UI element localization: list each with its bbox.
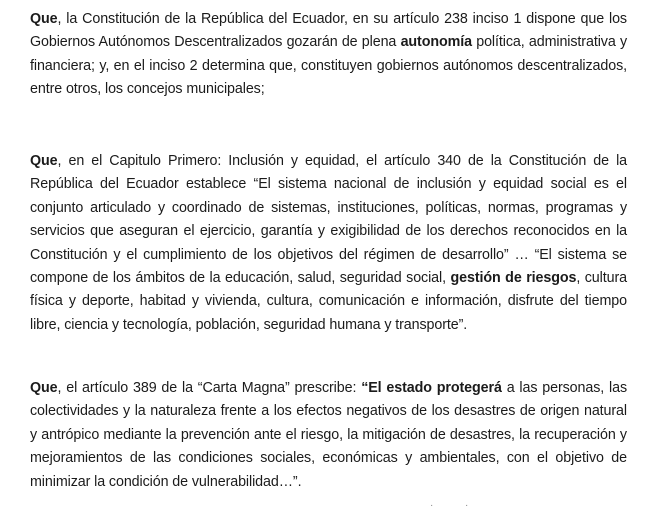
paragraph-text: a las personas, las colectividades y la naturaleza frente a los efectos negativos de los desastres de origen natural y antrópico mediante la prevención ante el riesgo, la mitigación de desastres, la recuperación y mejoramientos de las condiciones sociales, económicas y ambientales, con el objetivo de minimizar la condición de vulnerabilidad…”. [30,380,628,490]
scan-speck: · [465,500,469,511]
bold-phrase: autonomía [400,34,472,51]
paragraph-article-340 [30,150,627,337]
lead-word: Que [30,153,58,169]
paragraph-text: , en el Capitulo Primero: Inclusión y equidad, el artículo 340 de la Constitución de la República del Ecuador establece “El sistema nacional de inclusión y equidad social es el conjunto articulado y coordinado de sistemas, instituciones, políticas, normas, programas y servicios que aseguran el ejercicio, garantía y exigibilidad de los derechos reconocidos en la Constitución y el cumplimiento de los objetivos del régimen de desarrollo” … “El sistema se compone de los ámbitos de la educación, salud, seguridad social, [30,153,627,287]
bold-phrase: “El estado protegerá [361,380,502,396]
paragraph-text: , la Constitución de la República del Ecuador, en su artículo 238 inciso 1 dispone que los Gobiernos Autónomos Descentralizados gozarán de plena [30,11,627,51]
paragraph-text: política, administrativa y financiera; y, en el inciso 2 determina que, constituyen gobiernos autónomos descentralizados, entre otros, los concejos municipales; [30,34,627,98]
paragraph-article-238 [30,8,627,102]
paragraph-article-389 [30,377,627,494]
paragraph-text: , cultura física y deporte, habitad y vivienda, cultura, comunicación e información, disfrute del tiempo libre, ciencia y tecnología, población, seguridad humana y transporte”. [30,270,627,333]
lead-word: Que [30,11,58,27]
paragraph-text: , el artículo 389 de la “Carta Magna” prescribe: [57,380,362,396]
lead-word: Que [30,380,58,396]
scan-speck: · [430,500,434,511]
bold-phrase: gestión de riesgos [450,270,577,287]
